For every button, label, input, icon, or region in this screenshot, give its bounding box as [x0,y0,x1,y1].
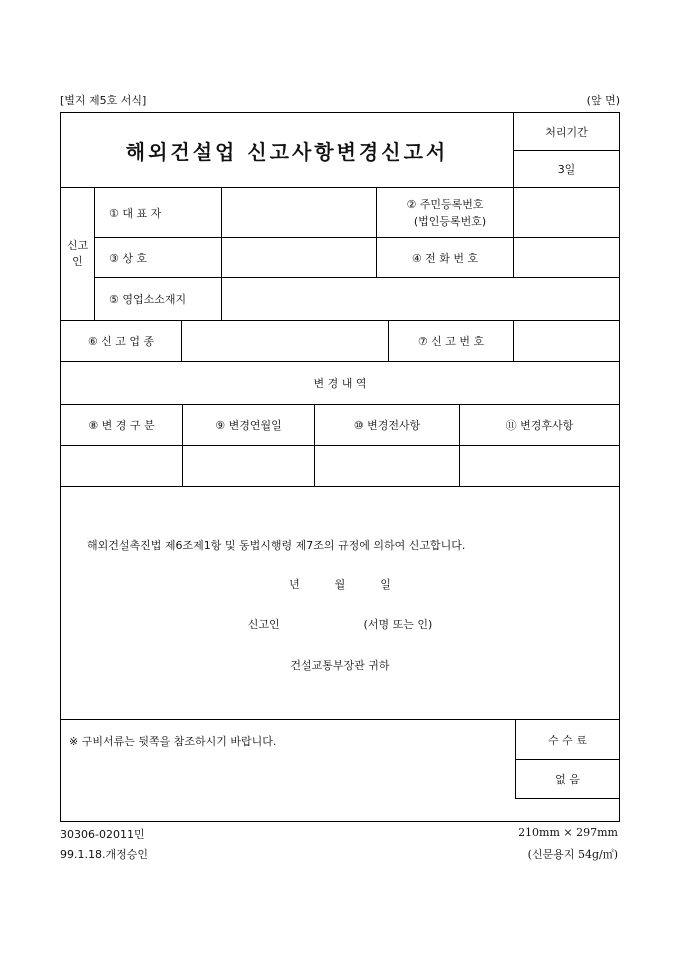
report-number-label: ⑦ 신 고 번 호 [417,335,485,348]
representative-field[interactable] [222,188,376,237]
addressee: 건설교통부장관 귀하 [290,659,390,672]
resident-id-label [377,188,513,237]
fee-value: 없 음 [555,773,580,786]
change-type-field[interactable] [61,446,182,486]
processing-period-value: 3일 [557,163,576,176]
page-side-label: (앞 면) [586,94,620,107]
trade-name-label: ③ 상 호 [109,251,148,265]
resident-id-label-line: ② 주민등록번호 [406,197,484,211]
signature-line[interactable]: 신고인 (서명 또는 인) [247,618,433,631]
office-address-field[interactable] [222,278,619,320]
change-date-header: ⑨ 변경연월일 [215,419,282,432]
approval-date: 99.1.18.개정승인 [60,848,148,861]
declaration-statement: 해외건설촉진법 제6조제1항 및 동법시행령 제7조의 규정에 의하여 신고합니다. [87,539,466,552]
change-date-field[interactable] [183,446,314,486]
paper-type: (신문용지 54g/㎡) [527,848,618,861]
phone-field[interactable] [514,238,619,277]
corporate-id-label-line: (법인등록번호) [413,214,487,228]
phone-label: ④ 전 화 번 호 [411,251,479,265]
office-address-label: ⑤ 영업소소재지 [109,293,187,306]
business-type-field[interactable] [182,321,388,361]
required-documents-notice: ※ 구비서류는 뒷쪽을 참조하시기 바랍니다. [69,735,277,748]
form-number: [별지 제5호 서식] [60,94,147,107]
before-change-field[interactable] [315,446,459,486]
change-type-header: ⑧ 변 경 구 분 [88,419,155,432]
business-type-label: ⑥ 신 고 업 종 [87,335,155,348]
form-table [60,112,620,822]
fee-label: 수 수 료 [548,733,587,747]
resident-id-field[interactable] [514,188,619,237]
form-code: 30306-02011민 [60,828,145,841]
before-change-header: ⑩ 변경전사항 [353,419,421,432]
date-line: 년 월 일 [289,578,391,591]
after-change-field[interactable] [460,446,619,486]
report-number-field[interactable] [514,321,619,361]
form-title: 해외건설업 신고사항변경신고서 [125,139,449,164]
after-change-header: ⑪ 변경후사항 [505,419,574,432]
declarant-group-label: 신고 인 [66,239,89,268]
paper-size: 210mm × 297mm [518,826,618,839]
processing-period-label: 처리기간 [545,125,588,139]
representative-label: ① 대 표 자 [109,206,162,220]
trade-name-field[interactable] [222,238,376,277]
changes-section-title: 변 경 내 역 [313,377,367,390]
